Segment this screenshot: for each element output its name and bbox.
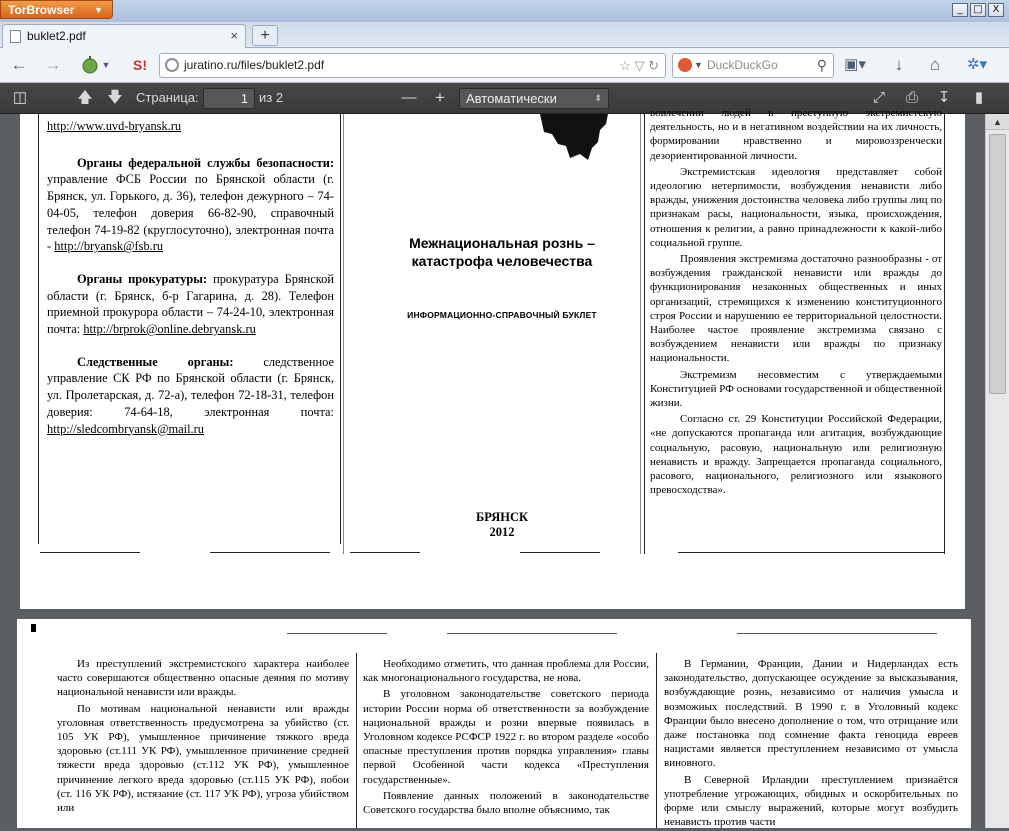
zoom-out-button[interactable]: — — [401, 89, 417, 106]
page-label: Страница: — [136, 90, 199, 105]
dash-rule — [287, 633, 387, 634]
column-rule — [38, 114, 39, 544]
dash-rule — [447, 633, 617, 634]
right-paragraph: вовлечении людей в преступную экстремистскую деятельность, но и в негативном воздействии на их личность, формировании нравственно и мировоззренчески дезориентированной личности. — [650, 107, 942, 162]
globe-icon — [165, 58, 179, 72]
left-column — [47, 118, 334, 445]
tab-buklet2[interactable] — [2, 24, 246, 49]
duckduckgo-icon — [678, 58, 692, 72]
page2-column-2 — [363, 657, 649, 819]
document-icon — [10, 30, 21, 43]
cover-border — [343, 114, 344, 554]
next-page-icon[interactable]: 🡇 — [107, 89, 123, 106]
right-paragraph: Экстремистская идеология представляет собой идеологию нетерпимости, возбуждения ненависти либо вражды, унижения достоинства человека либо группы лиц по признакам расы, национальности, языка, происхождения, отношения к религии, а равно принадлежности к какой-либо социальной группе. — [650, 165, 942, 249]
cover-ink-blot — [540, 114, 608, 162]
link-prok-email[interactable]: http://brprok@online.debryansk.ru — [83, 322, 256, 337]
minimize-button[interactable]: _ — [952, 3, 968, 17]
dash-rule — [350, 552, 420, 553]
cover-title-line-2: катастрофа человечества — [411, 253, 593, 269]
tor-browser-menu-button[interactable] — [0, 0, 113, 19]
chevron-down-icon: ▼ — [94, 5, 103, 15]
column-rule — [644, 114, 645, 554]
zoom-value: Автоматически — [466, 91, 557, 106]
sled-text: следственное управление СК РФ по Брянской области (г. Брянск, ул. Пролетарская, д. 72-а), телефон 72-18-31, телефон доверия: 74-64-18, электронная почта: — [47, 354, 334, 419]
right-paragraph: Согласно ст. 29 Конституции Российской Федерации, «не допускаются пропаганда или агитация, возбуждающие социальную, расовую, национальную или религиозную ненависть и вражду. Запрещается пропаганда социального, расового, национального, религиозного или языкового превосходства». — [650, 413, 942, 497]
home-icon[interactable]: ⌂ — [929, 55, 941, 74]
page2-column-1 — [57, 657, 349, 817]
search-placeholder: DuckDuckGo — [707, 58, 778, 72]
right-paragraph: Проявления экстремизма достаточно разнообразны - от возбуждения гражданской ненависти или вражды до функционирования незаконных общественных и иных организаций, стремящихся к изменению конституционного строя России и нарушению ее территориальной целостности. Наиболее частое проявление экстремизма связано с возбуждением ненависти или вражды по признаку национальности. — [650, 253, 942, 365]
cover-year: 2012 — [489, 525, 515, 539]
tab-label: buklet2.pdf — [27, 29, 86, 43]
cover-subtitle: ИНФОРМАЦИОННО-СПРАВОЧНЫЙ БУКЛЕТ — [407, 310, 597, 320]
dash-rule — [737, 633, 937, 634]
print-icon[interactable]: ⎙ — [905, 89, 918, 106]
cover-title-line-1: Межнациональная рознь – — [409, 235, 595, 251]
page2-column-3 — [664, 657, 958, 831]
cover-border — [640, 114, 641, 554]
right-column — [650, 106, 942, 505]
chevron-updown-icon: ⬍ — [594, 93, 602, 103]
scan-mark — [31, 624, 36, 632]
column-rule — [340, 114, 341, 544]
fsb-text: управление ФСБ России по Брянской области (г. Брянск, ул. Горького, д. 36), телефон дежурного – 74-04-05, телефон доверия 66-82-90, справочный телефон 74-19-82 (круглосуточно), электронная почта - — [47, 172, 334, 254]
dash-rule — [210, 552, 330, 553]
page-number-input[interactable]: 1 — [203, 88, 255, 109]
address-bar[interactable] — [159, 53, 666, 78]
pdf-viewer[interactable] — [0, 107, 985, 829]
sled-heading: Следственные органы: — [77, 354, 234, 369]
prok-heading: Органы прокуратуры: — [77, 271, 208, 286]
chevron-down-icon: ▼ — [694, 60, 703, 70]
chevron-down-icon[interactable]: ▼ — [101, 60, 111, 70]
zoom-in-button[interactable]: + — [435, 88, 445, 107]
search-input[interactable] — [672, 53, 834, 78]
page2-paragraph: В уголовном законодательстве советского периода истории России норма об ответственности за возбуждение национальной вражды и розни впервые появилась в Уголовном кодексе РСФСР 1922 г. во втором разделе «особо опасные преступления против порядка управления» главы первой Особенной части кодекса «Преступления государственные». — [363, 688, 649, 786]
downloads-icon[interactable]: ↓ — [894, 55, 904, 74]
scroll-up-icon[interactable]: ▲ — [986, 114, 1009, 130]
app-button-label: TorBrowser — [8, 3, 75, 17]
bookmarks-menu-icon[interactable]: ▣▾ — [844, 56, 866, 73]
pdf-page-1 — [20, 107, 965, 609]
page2-paragraph: Необходимо отметить, что данная проблема для России, как многонациональногo государства, не нова. — [363, 658, 649, 685]
dash-rule — [40, 552, 140, 553]
maximize-button[interactable]: □ — [970, 3, 986, 17]
link-fsb-email[interactable]: http://bryansk@fsb.ru — [54, 239, 164, 254]
page2-paragraph: В Северной Ирландии преступлением признаётся употребление угрожающих, обидных и оскорбительных по форме или смыслу выражений, которые могут возбудить ненависть против части — [664, 773, 958, 829]
dash-rule — [678, 552, 944, 553]
column-rule — [944, 114, 945, 554]
search-icon[interactable]: ⚲ — [816, 57, 827, 73]
vertical-scrollbar[interactable] — [985, 114, 1009, 828]
cover-city — [372, 510, 632, 540]
tor-onion-icon[interactable] — [80, 54, 100, 76]
pdf-page-2 — [17, 619, 971, 828]
zoom-select[interactable] — [459, 88, 609, 109]
https-everywhere-icon[interactable]: S! — [133, 57, 147, 73]
nosript-icon[interactable]: ✲▾ — [966, 56, 988, 73]
new-tab-button[interactable]: + — [252, 25, 278, 46]
url-text: juratino.ru/files/buklet2.pdf — [184, 58, 325, 72]
link-uvd[interactable]: http://www.uvd-bryansk.ru — [47, 119, 182, 133]
page-total: из 2 — [259, 90, 284, 105]
fsb-heading: Органы федеральной службы безопасности: — [77, 155, 334, 170]
forward-icon[interactable]: → — [44, 55, 62, 74]
page2-paragraph: В Германии, Франции, Дании и Нидерландах есть законодательство, допускающее осуждение за высказывания, возбуждающие рознь, независимо от наличия умысла и возможных последствий. В 1990 г. в Уголовный кодекс Франции было внесено дополнение о том, что отрицание или даже постановка под сомнение факта геноцида евреев нацистами является преступлением независимо от умысла виновного. — [664, 658, 958, 770]
navigation-bar — [0, 48, 1009, 83]
previous-page-icon[interactable]: 🡅 — [77, 89, 93, 106]
cover-city-name: БРЯНСК — [475, 510, 529, 524]
back-icon[interactable]: ← — [10, 55, 28, 74]
cover-title — [372, 234, 632, 270]
title-bar — [0, 0, 1009, 22]
column-rule — [356, 653, 357, 828]
column-rule — [656, 653, 657, 828]
close-window-button[interactable]: X — [988, 3, 1004, 17]
sidebar-toggle-icon[interactable]: ◫ — [12, 89, 28, 106]
page2-paragraph: Появление данных положений в законодательстве Советского государства было вполне объяснимо, так — [363, 789, 649, 817]
right-paragraph: Экстремизм несовместим с утверждаемыми Конституцией РФ основами государственной и общественной жизни. — [650, 368, 942, 410]
bookmark-icon[interactable]: ▮ — [974, 89, 984, 106]
scrollbar-thumb[interactable] — [989, 134, 1006, 394]
page2-paragraph: Из преступлений экстремистского характера наиболее часто совершаются общественно опасные деяния по мотиву национальной ненависти или вражды. — [57, 658, 349, 699]
dash-rule — [520, 552, 600, 553]
fullscreen-icon[interactable]: ⤢ — [872, 89, 885, 106]
prok-text: прокуратура Брянской области (г. Брянск, б-р Гагарина, д. 28). Телефон приемной прокурора области – 74-24-10, электронная почта: — [47, 271, 334, 337]
tab-strip — [0, 22, 1009, 48]
link-sled-email[interactable]: http://sledcombryansk@mail.ru — [47, 421, 204, 436]
download-icon[interactable]: ↧ — [937, 89, 951, 106]
tab-close-icon[interactable]: × — [230, 28, 238, 43]
bookmark-star-icon[interactable]: ☆ ▽ ↻ — [619, 58, 659, 73]
page2-paragraph: По мотивам национальной ненависти или вражды уголовная ответственность предусмотрена за убийство (ст. 105 УК РФ), умышленное причинение тяжкого вреда здоровью (ст.111 УК РФ), умышленное причинение средней тяжести вреда здоровью (ст.112 УК РФ), умышленное причинение легкого вреда здоровью (ст.115 УК РФ), побои (ст. 116 УК РФ), истязание (ст. 117 УК РФ), угроза убийством или — [57, 702, 349, 815]
